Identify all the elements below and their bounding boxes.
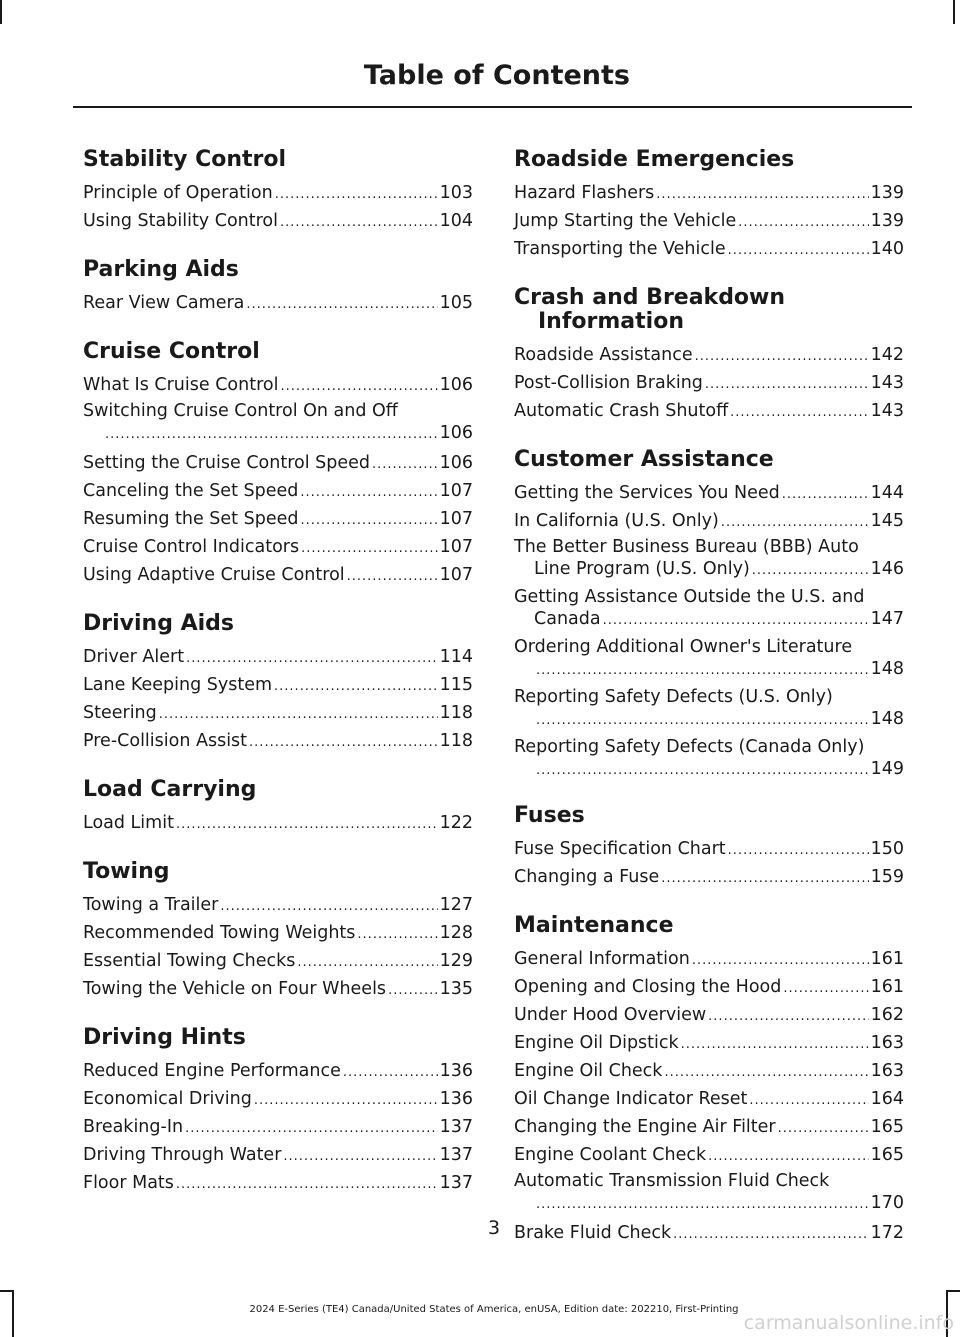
toc-entry-row bbox=[83, 372, 473, 400]
section-heading-text: Fuses bbox=[514, 803, 585, 828]
section-heading bbox=[514, 448, 904, 472]
toc-left-column bbox=[83, 148, 473, 1220]
dot-leader bbox=[705, 372, 869, 398]
section-heading bbox=[83, 258, 473, 282]
toc-entry[interactable] bbox=[514, 946, 904, 974]
toc-entry[interactable] bbox=[514, 636, 904, 682]
toc-entry-page: 145 bbox=[870, 511, 904, 531]
toc-entry-page: 146 bbox=[870, 559, 904, 579]
toc-entry-row bbox=[83, 1058, 473, 1086]
toc-entry-row bbox=[514, 1192, 904, 1216]
dot-leader bbox=[656, 182, 868, 208]
toc-entry-row bbox=[83, 948, 473, 976]
toc-entry[interactable] bbox=[83, 1142, 473, 1170]
toc-entry-title: Lane Keeping System bbox=[83, 675, 273, 695]
toc-entry[interactable] bbox=[83, 562, 473, 590]
toc-entry-title: Brake Fluid Check bbox=[514, 1223, 672, 1243]
toc-entry-page: 128 bbox=[439, 923, 473, 943]
toc-entry-title: Pre-Collision Assist bbox=[83, 731, 248, 751]
toc-entry[interactable] bbox=[514, 836, 904, 864]
dot-leader bbox=[297, 950, 437, 976]
toc-entry[interactable] bbox=[514, 586, 904, 632]
toc-entry-page: 107 bbox=[439, 537, 473, 557]
toc-entry-title-cont: Line Program (U.S. Only) bbox=[534, 559, 750, 579]
toc-entry-page: 104 bbox=[439, 211, 473, 231]
toc-entry-page: 122 bbox=[439, 813, 473, 833]
toc-entry[interactable] bbox=[83, 700, 473, 728]
toc-entry-page: 161 bbox=[870, 977, 904, 997]
dot-leader bbox=[275, 182, 438, 208]
toc-entry[interactable] bbox=[514, 864, 904, 892]
toc-entry-page: 135 bbox=[439, 979, 473, 999]
toc-section bbox=[83, 1026, 473, 1198]
toc-entry-page: 172 bbox=[870, 1223, 904, 1243]
toc-entry-row bbox=[83, 208, 473, 236]
toc-entry[interactable] bbox=[83, 534, 473, 562]
toc-entry-row bbox=[83, 1086, 473, 1114]
toc-entry-row bbox=[83, 478, 473, 506]
toc-entry-title: Reduced Engine Performance bbox=[83, 1061, 341, 1081]
toc-entry[interactable] bbox=[514, 686, 904, 732]
toc-entry-title: Using Stability Control bbox=[83, 211, 278, 231]
toc-entry-row bbox=[83, 450, 473, 478]
toc-entry[interactable] bbox=[83, 450, 473, 478]
toc-entry-page: 163 bbox=[870, 1033, 904, 1053]
toc-entry-title: Economical Driving bbox=[83, 1089, 252, 1109]
section-heading bbox=[83, 1026, 473, 1050]
toc-entry[interactable] bbox=[83, 372, 473, 400]
toc-entry-title: Floor Mats bbox=[83, 1173, 174, 1193]
toc-entry-page: 106 bbox=[439, 375, 473, 395]
section-heading-text: Roadside Emergencies bbox=[514, 147, 795, 172]
toc-entry-title: Using Adaptive Cruise Control bbox=[83, 565, 345, 585]
section-heading bbox=[83, 612, 473, 636]
section-heading bbox=[514, 914, 904, 938]
toc-entry-row bbox=[83, 422, 473, 446]
toc-entry[interactable] bbox=[83, 208, 473, 236]
toc-entry-title: Automatic Transmission Fluid Check bbox=[514, 1171, 830, 1191]
toc-entry-title: Ordering Additional Owner's Literature bbox=[514, 637, 853, 657]
dot-leader bbox=[783, 976, 868, 1002]
section-heading-text: Customer Assistance bbox=[514, 447, 774, 472]
toc-entry-row bbox=[514, 558, 904, 582]
toc-entry-page: 127 bbox=[439, 895, 473, 915]
toc-entry[interactable] bbox=[83, 1114, 473, 1142]
toc-entry-row bbox=[83, 976, 473, 1004]
toc-entry-row bbox=[83, 892, 473, 920]
section-heading-text: Maintenance bbox=[514, 913, 674, 938]
dot-leader bbox=[105, 424, 438, 446]
toc-entry-page: 162 bbox=[870, 1005, 904, 1025]
header-rule bbox=[73, 106, 912, 108]
toc-entry-title: Under Hood Overview bbox=[514, 1005, 707, 1025]
toc-entry-title: Essential Towing Checks bbox=[83, 951, 296, 971]
toc-entry-page: 137 bbox=[439, 1173, 473, 1193]
toc-entry-page: 161 bbox=[870, 949, 904, 969]
toc-section bbox=[83, 340, 473, 590]
toc-entry-row bbox=[514, 1030, 904, 1058]
dot-leader bbox=[695, 344, 869, 370]
toc-entry[interactable] bbox=[514, 208, 904, 236]
toc-entry-title: Transporting the Vehicle bbox=[514, 239, 726, 259]
toc-entry-row bbox=[514, 758, 904, 782]
toc-entry-page: 137 bbox=[439, 1145, 473, 1165]
toc-entry-row bbox=[83, 1142, 473, 1170]
dot-leader bbox=[664, 1060, 868, 1086]
toc-entry-row bbox=[514, 1058, 904, 1086]
toc-entry-title: Towing a Trailer bbox=[83, 895, 219, 915]
toc-entry[interactable] bbox=[83, 1170, 473, 1198]
dot-leader bbox=[185, 1116, 438, 1142]
toc-entry-page: 107 bbox=[439, 565, 473, 585]
section-heading-text: Cruise Control bbox=[83, 339, 260, 364]
toc-entry-row bbox=[83, 180, 473, 208]
toc-entry-page: 144 bbox=[870, 483, 904, 503]
dot-leader bbox=[300, 508, 437, 534]
dot-leader bbox=[778, 1116, 869, 1142]
crop-mark-bottom-right-h bbox=[946, 1290, 960, 1292]
dot-leader bbox=[176, 812, 438, 838]
toc-entry-page: 159 bbox=[870, 867, 904, 887]
toc-entry-page: 136 bbox=[439, 1089, 473, 1109]
toc-section bbox=[83, 778, 473, 838]
toc-entry[interactable] bbox=[514, 736, 904, 782]
toc-entry-title: Jump Starting the Vehicle bbox=[514, 211, 737, 231]
toc-entry-title: Switching Cruise Control On and Off bbox=[83, 401, 398, 421]
toc-entry-row bbox=[514, 708, 904, 732]
toc-entry-row bbox=[83, 728, 473, 756]
toc-entry-row bbox=[514, 658, 904, 682]
toc-section bbox=[83, 148, 473, 236]
toc-entry[interactable] bbox=[83, 1058, 473, 1086]
dot-leader bbox=[536, 710, 869, 732]
toc-entry-title: What Is Cruise Control bbox=[83, 375, 279, 395]
dot-leader bbox=[283, 1144, 437, 1170]
toc-entry[interactable] bbox=[83, 672, 473, 700]
toc-entry-title: Cruise Control Indicators bbox=[83, 537, 300, 557]
section-heading-text: Stability Control bbox=[83, 147, 287, 172]
toc-entry-row bbox=[514, 236, 904, 264]
toc-entry-title: Post-Collision Braking bbox=[514, 373, 703, 393]
toc-entry-row bbox=[514, 508, 904, 536]
toc-entry-page: 170 bbox=[870, 1193, 904, 1213]
dot-leader bbox=[274, 674, 438, 700]
dot-leader bbox=[708, 1004, 868, 1030]
dot-leader bbox=[536, 760, 869, 782]
toc-entry-row bbox=[83, 506, 473, 534]
section-heading-text: Towing bbox=[83, 859, 170, 884]
section-heading-text: Driving Hints bbox=[83, 1025, 246, 1050]
toc-entry-title: Recommended Towing Weights bbox=[83, 923, 356, 943]
toc-entry-page: 118 bbox=[439, 731, 473, 751]
toc-entry-page: 107 bbox=[439, 481, 473, 501]
toc-entry-page: 143 bbox=[870, 401, 904, 421]
toc-entry[interactable] bbox=[83, 290, 473, 318]
crop-mark-top-left bbox=[0, 0, 2, 24]
toc-entry-row bbox=[83, 920, 473, 948]
toc-entry[interactable] bbox=[514, 398, 904, 426]
toc-entry-page: 164 bbox=[870, 1089, 904, 1109]
toc-entry-page: 143 bbox=[870, 373, 904, 393]
dot-leader bbox=[220, 894, 437, 920]
toc-entry-page: 139 bbox=[870, 211, 904, 231]
toc-entry-title: Towing the Vehicle on Four Wheels bbox=[83, 979, 387, 999]
toc-entry-row bbox=[514, 370, 904, 398]
toc-entry-row bbox=[83, 672, 473, 700]
toc-entry-page: 136 bbox=[439, 1061, 473, 1081]
toc-entry-title: Breaking-In bbox=[83, 1117, 184, 1137]
toc-entry[interactable] bbox=[83, 810, 473, 838]
toc-entry-title: Steering bbox=[83, 703, 157, 723]
toc-entry-title: Principle of Operation bbox=[83, 183, 273, 203]
toc-entry-title: The Better Business Bureau (BBB) Auto bbox=[514, 537, 859, 557]
toc-entry-page: 115 bbox=[439, 675, 473, 695]
toc-entry-title: Rear View Camera bbox=[83, 293, 245, 313]
toc-right-column bbox=[514, 148, 904, 1270]
toc-entry-title: Engine Oil Dipstick bbox=[514, 1033, 679, 1053]
toc-entry[interactable] bbox=[514, 1114, 904, 1142]
toc-entry-row bbox=[514, 480, 904, 508]
toc-entry-page: 148 bbox=[870, 659, 904, 679]
dot-leader bbox=[728, 238, 869, 264]
section-heading-text: Parking Aids bbox=[83, 257, 239, 282]
toc-entry-row bbox=[83, 290, 473, 318]
dot-leader bbox=[300, 480, 437, 506]
dot-leader bbox=[782, 482, 869, 508]
toc-entry-page: 105 bbox=[439, 293, 473, 313]
dot-leader bbox=[728, 838, 869, 864]
dot-leader bbox=[301, 536, 438, 562]
toc-entry[interactable] bbox=[83, 180, 473, 208]
toc-entry[interactable] bbox=[514, 1170, 904, 1216]
section-heading bbox=[83, 340, 473, 364]
toc-entry-title: Changing the Engine Air Filter bbox=[514, 1117, 776, 1137]
toc-entry[interactable] bbox=[514, 1058, 904, 1086]
toc-entry-row bbox=[514, 398, 904, 426]
toc-entry-page: 150 bbox=[870, 839, 904, 859]
toc-entry[interactable] bbox=[514, 236, 904, 264]
toc-entry-title: Setting the Cruise Control Speed bbox=[83, 453, 370, 473]
toc-entry-title: General Information bbox=[514, 949, 690, 969]
toc-entry[interactable] bbox=[514, 370, 904, 398]
page-title: Table of Contents bbox=[363, 60, 630, 91]
toc-entry-page: 103 bbox=[439, 183, 473, 203]
toc-entry-page: 163 bbox=[870, 1061, 904, 1081]
toc-entry-page: 142 bbox=[870, 345, 904, 365]
dot-leader bbox=[343, 1060, 438, 1086]
toc-entry[interactable] bbox=[83, 1086, 473, 1114]
page-number: 3 bbox=[487, 1217, 501, 1239]
toc-entry[interactable] bbox=[514, 180, 904, 208]
toc-entry-page: 106 bbox=[439, 453, 473, 473]
toc-entry-page: 107 bbox=[439, 509, 473, 529]
toc-entry-title: Hazard Flashers bbox=[514, 183, 655, 203]
toc-entry-title: Driving Through Water bbox=[83, 1145, 282, 1165]
section-heading bbox=[83, 778, 473, 802]
toc-entry-title: Canceling the Set Speed bbox=[83, 481, 299, 501]
toc-entry-row bbox=[83, 810, 473, 838]
dot-leader bbox=[749, 1088, 868, 1114]
toc-entry-row bbox=[83, 1170, 473, 1198]
toc-section bbox=[514, 914, 904, 1248]
toc-entry-row bbox=[83, 534, 473, 562]
dot-leader bbox=[692, 948, 869, 974]
toc-entry-title: Load Limit bbox=[83, 813, 174, 833]
toc-entry-title: Reporting Safety Defects (Canada Only) bbox=[514, 737, 865, 757]
toc-entry-page: 129 bbox=[439, 951, 473, 971]
toc-entry-title: Changing a Fuse bbox=[514, 867, 660, 887]
toc-entry-page: 147 bbox=[870, 609, 904, 629]
dot-leader bbox=[176, 1172, 438, 1198]
section-heading-text: Load Carrying bbox=[83, 777, 257, 802]
dot-leader bbox=[280, 374, 437, 400]
section-heading-text: Crash and Breakdown bbox=[514, 285, 786, 310]
toc-entry[interactable] bbox=[514, 536, 904, 582]
toc-entry[interactable] bbox=[514, 1142, 904, 1170]
toc-entry[interactable] bbox=[514, 342, 904, 370]
section-heading-text-line2: Information bbox=[538, 309, 684, 334]
dot-leader bbox=[249, 730, 438, 756]
toc-entry[interactable] bbox=[514, 508, 904, 536]
dot-leader bbox=[738, 210, 868, 236]
crop-mark-top-right bbox=[953, 0, 955, 24]
toc-entry-row bbox=[83, 1114, 473, 1142]
toc-entry-row bbox=[514, 1114, 904, 1142]
toc-entry[interactable] bbox=[83, 920, 473, 948]
toc-entry[interactable] bbox=[83, 728, 473, 756]
toc-entry-row bbox=[514, 946, 904, 974]
toc-entry-row bbox=[514, 1002, 904, 1030]
toc-entry[interactable] bbox=[83, 976, 473, 1004]
toc-entry-row bbox=[514, 180, 904, 208]
toc-entry[interactable] bbox=[83, 400, 473, 446]
toc-section bbox=[83, 860, 473, 1004]
toc-entry-row bbox=[83, 700, 473, 728]
dot-leader bbox=[752, 560, 869, 582]
toc-entry[interactable] bbox=[514, 974, 904, 1002]
toc-entry-row bbox=[514, 974, 904, 1002]
toc-entry-title: Getting the Services You Need bbox=[514, 483, 780, 503]
toc-entry-title: Oil Change Indicator Reset bbox=[514, 1089, 748, 1109]
toc-entry-page: 148 bbox=[870, 709, 904, 729]
dot-leader bbox=[159, 702, 438, 728]
edition-footer: 2024 E-Series (TE4) Canada/United States of America, enUSA, Edition date: 202210, First-Printing bbox=[249, 1304, 739, 1315]
toc-entry-page: 165 bbox=[870, 1145, 904, 1165]
dot-leader bbox=[721, 510, 869, 536]
toc-entry-row bbox=[514, 342, 904, 370]
toc-entry[interactable] bbox=[514, 480, 904, 508]
toc-section bbox=[514, 804, 904, 892]
dot-leader bbox=[681, 1032, 869, 1058]
toc-entry-title: Roadside Assistance bbox=[514, 345, 693, 365]
dot-leader bbox=[357, 922, 437, 948]
toc-section bbox=[83, 612, 473, 756]
section-heading-text: Driving Aids bbox=[83, 611, 235, 636]
toc-entry[interactable] bbox=[514, 1002, 904, 1030]
toc-entry-title: Engine Coolant Check bbox=[514, 1145, 707, 1165]
dot-leader bbox=[388, 978, 438, 1004]
section-heading bbox=[83, 148, 473, 172]
toc-entry-row bbox=[514, 836, 904, 864]
section-heading bbox=[83, 860, 473, 884]
toc-entry-title: Reporting Safety Defects (U.S. Only) bbox=[514, 687, 833, 707]
toc-entry-row bbox=[83, 562, 473, 590]
dot-leader bbox=[536, 660, 869, 682]
section-heading bbox=[514, 148, 904, 172]
section-heading bbox=[514, 286, 904, 334]
dot-leader bbox=[186, 646, 438, 672]
toc-entry-row bbox=[514, 1142, 904, 1170]
toc-entry-title-cont: Canada bbox=[534, 609, 601, 629]
dot-leader bbox=[280, 210, 438, 236]
toc-entry-title: Driver Alert bbox=[83, 647, 185, 667]
dot-leader bbox=[536, 1194, 869, 1216]
toc-entry-row bbox=[514, 1086, 904, 1114]
dot-leader bbox=[708, 1144, 868, 1170]
toc-entry[interactable] bbox=[83, 506, 473, 534]
toc-entry[interactable] bbox=[83, 948, 473, 976]
toc-entry-title: Fuse Specification Chart bbox=[514, 839, 726, 859]
toc-section bbox=[514, 286, 904, 426]
toc-section bbox=[83, 258, 473, 318]
toc-entry-title: Getting Assistance Outside the U.S. and bbox=[514, 587, 865, 607]
toc-entry-page: 149 bbox=[870, 759, 904, 779]
toc-entry-title: Engine Oil Check bbox=[514, 1061, 663, 1081]
dot-leader bbox=[661, 866, 868, 892]
toc-entry-row bbox=[514, 864, 904, 892]
toc-entry[interactable] bbox=[83, 478, 473, 506]
toc-entry-row bbox=[514, 208, 904, 236]
toc-entry-row bbox=[514, 608, 904, 632]
dot-leader bbox=[347, 564, 438, 590]
section-heading bbox=[514, 804, 904, 828]
toc-entry[interactable] bbox=[514, 1030, 904, 1058]
toc-entry-page: 140 bbox=[870, 239, 904, 259]
toc-entry-page: 114 bbox=[439, 647, 473, 667]
dot-leader bbox=[730, 400, 868, 426]
toc-section bbox=[514, 448, 904, 782]
toc-entry-page: 165 bbox=[870, 1117, 904, 1137]
toc-entry[interactable] bbox=[514, 1086, 904, 1114]
toc-entry-title: Automatic Crash Shutoff bbox=[514, 401, 729, 421]
toc-section bbox=[514, 148, 904, 264]
toc-entry-page: 118 bbox=[439, 703, 473, 723]
crop-mark-bottom-left-h bbox=[0, 1290, 14, 1292]
dot-leader bbox=[254, 1088, 438, 1114]
toc-entry-page: 139 bbox=[870, 183, 904, 203]
toc-entry-page: 106 bbox=[439, 423, 473, 443]
toc-entry[interactable] bbox=[83, 644, 473, 672]
dot-leader bbox=[372, 452, 438, 478]
toc-entry-title: Resuming the Set Speed bbox=[83, 509, 299, 529]
toc-entry-title: In California (U.S. Only) bbox=[514, 511, 719, 531]
dot-leader bbox=[246, 292, 437, 318]
toc-entry-page: 137 bbox=[439, 1117, 473, 1137]
toc-entry-title: Opening and Closing the Hood bbox=[514, 977, 782, 997]
toc-entry[interactable] bbox=[83, 892, 473, 920]
toc-entry-row bbox=[83, 644, 473, 672]
dot-leader bbox=[603, 610, 869, 632]
watermark: carmanualsonline.info bbox=[743, 1312, 954, 1334]
